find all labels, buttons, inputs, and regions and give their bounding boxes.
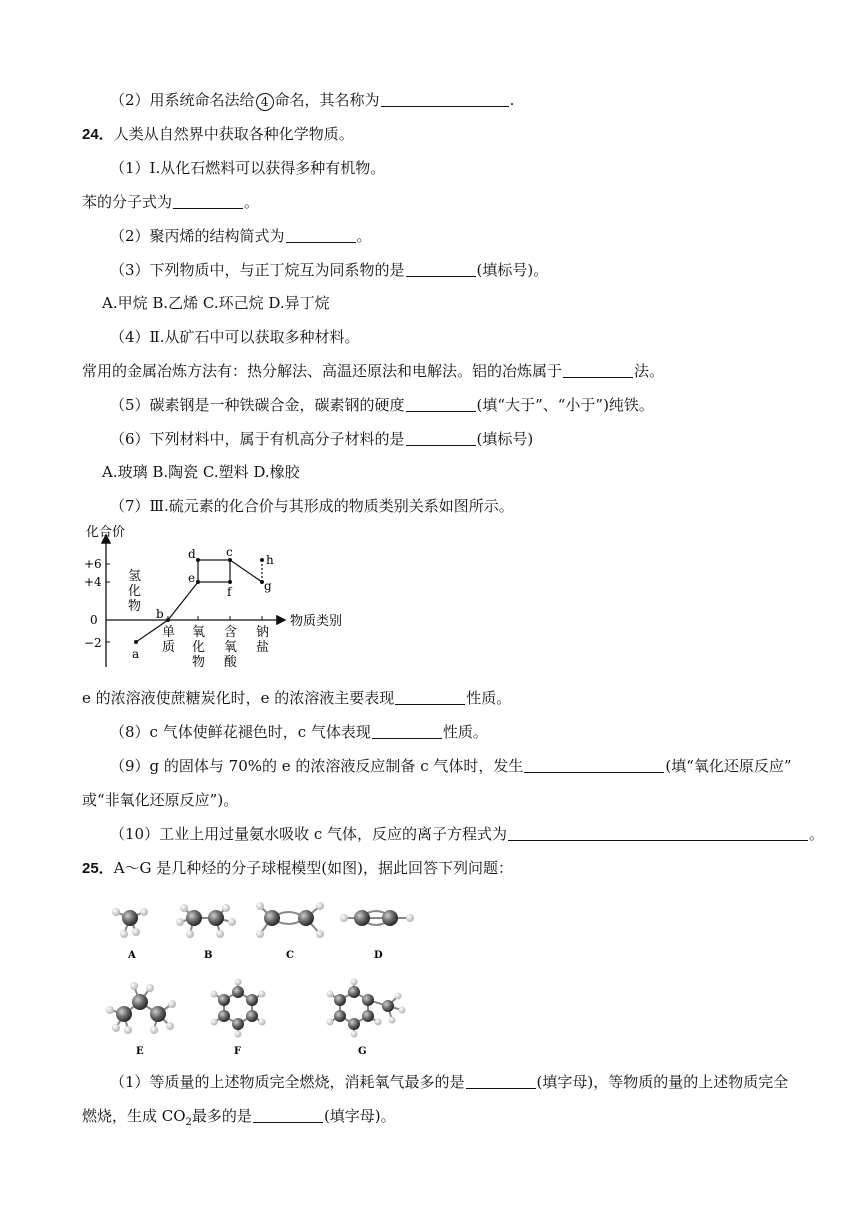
category-sodium-salt: 钠 盐 [256,625,270,655]
point-label-g: g [264,579,272,593]
ytick-label: +4 [84,575,102,589]
answer-blank[interactable] [508,824,808,841]
q23-part2-line: （2）用系统命名法给 4 命名，其名称为 . [110,91,515,109]
point-label-e: e [188,571,196,585]
answer-blank[interactable] [173,192,243,209]
box-d-c-f-e [198,560,230,582]
point-label-a: a [132,647,140,661]
q24-part7b: e 的浓溶液使蔗糖炭化时，e 的浓溶液主要表现 性质。 [82,689,512,707]
category-element: 单 质 [162,625,176,655]
q24-part5: （5）碳素钢是一种铁碳合金，碳素钢的硬度 (填“大于”、“小于”)纯铁。 [110,396,654,414]
point-label-c: c [226,545,233,559]
answer-blank[interactable] [466,1072,536,1089]
point-label-h: h [266,553,274,567]
point-label-f: f [227,585,232,599]
q24-part4: （4）Ⅱ.从矿石中可以获取多种材料。 [110,328,360,346]
answer-blank[interactable] [286,226,356,243]
answer-blank[interactable] [406,260,476,277]
answer-blank[interactable] [406,395,476,412]
point-e [196,580,200,584]
point-f [228,580,232,584]
q24-part6-options: A.玻璃 B.陶瓷 C.塑料 D.橡胶 [102,463,300,481]
molecule-label-a: A [128,950,136,961]
category-hydride: 氢 化 物 [128,569,142,614]
q25-part1b: 燃烧，生成 $CO_2$最多的是 (填字母)。 [82,1107,396,1128]
category-oxide: 氧 化 物 [192,625,206,670]
point-b [166,618,170,622]
q24-part3: （3）下列物质中，与正丁烷互为同系物的是 (填标号)。 [110,261,549,279]
sulfur-valence-diagram [82,522,352,674]
molecule-models-figure [98,882,428,1062]
ytick-label: 0 [90,613,98,627]
point-label-b: b [156,607,164,621]
molecule-label-c: C [286,950,294,961]
q24-stem: 24．人类从自然界中获取各种化学物质。 [82,125,354,143]
ytick-label: +6 [84,557,102,571]
q25-part1: （1）等质量的上述物质完全燃烧，消耗氧气最多的是 (填字母)，等物质的量的上述物质完全 [110,1073,789,1091]
category-oxyacid: 含 氧 酸 [224,625,238,670]
q24-part4b: 常用的金属冶炼方法有：热分解法、高温还原法和电解法。铝的冶炼属于 法。 [82,362,665,380]
q24-part9b: 或“非氧化还原反应”)。 [82,791,239,809]
q24-part7: （7）Ⅲ.硫元素的化合价与其形成的物质类别关系如图所示。 [110,497,514,515]
answer-blank[interactable] [524,756,664,773]
q24-part10: （10）工业上用过量氨水吸收 c 气体，反应的离子方程式为 。 [110,825,825,843]
q24-part1: （1）Ⅰ.从化石燃料可以获得多种有机物。 [110,159,386,177]
circled-number: 4 [256,93,274,111]
answer-blank[interactable] [395,688,465,705]
molecule-label-f: F [234,1046,242,1057]
molecule-label-g: G [358,1046,367,1057]
line-c-g [230,560,262,582]
q25-stem: 25．A～G 是几种烃的分子球棍模型(如图)，据此回答下列问题： [82,859,513,877]
point-label-d: d [188,547,196,561]
x-axis-label: 物质类别 [290,614,343,629]
q24-part1b: 苯的分子式为 。 [82,193,260,211]
molecule-label-e: E [136,1046,144,1057]
q24-part3-options: A.甲烷 B.乙烯 C.环己烷 D.异丁烷 [102,294,330,312]
ytick-label: −2 [84,636,102,650]
answer-blank[interactable] [563,361,633,378]
answer-blank[interactable] [372,722,442,739]
y-axis-label: 化合价 [86,525,126,540]
answer-blank[interactable] [381,90,509,107]
point-d [196,558,200,562]
answer-blank[interactable] [406,429,476,446]
q24-part6: （6）下列材料中，属于有机高分子材料的是 (填标号) [110,430,534,448]
point-a [134,640,138,644]
q24-part9: （9）g 的固体与 70%的 e 的浓溶液反应制备 c 气体时，发生 (填“氧化还原反应” [110,757,792,775]
q24-part8: （8）c 气体使鲜花褪色时，c 气体表现 性质。 [110,723,488,741]
q24-part2: （2）聚丙烯的结构简式为 。 [110,227,372,245]
molecule-label-d: D [374,950,383,961]
molecule-label-b: B [204,950,213,961]
answer-blank[interactable] [253,1106,323,1123]
point-h [260,558,264,562]
